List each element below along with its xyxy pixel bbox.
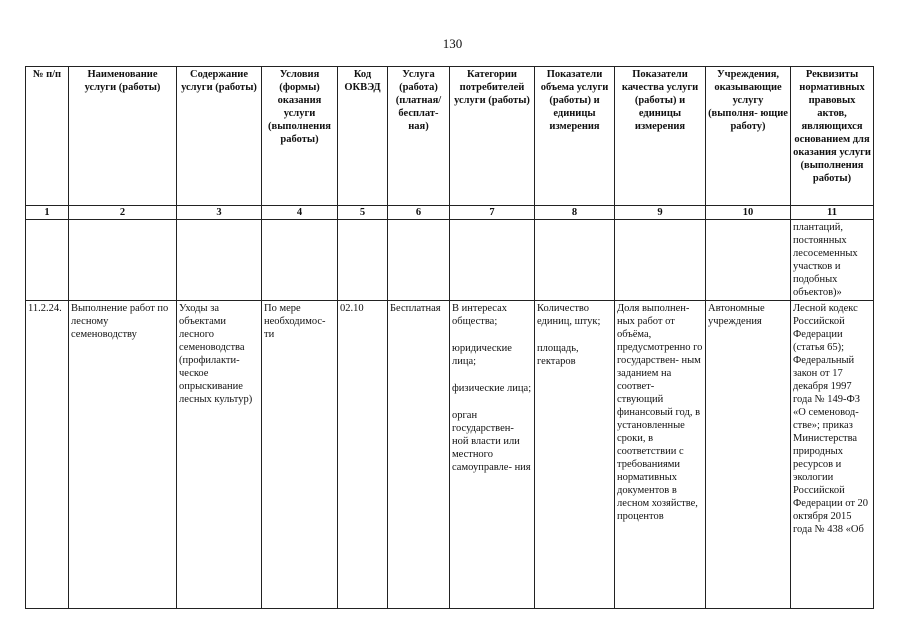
col-number: 8 (535, 206, 615, 220)
volume-item: Количество единиц, штук; (537, 303, 601, 327)
legal-requisites: Лесной кодекс Российской Федерации (статья 65); Федеральный закон от 17 декабря 1997 года № 149-ФЗ «О семеновод- стве»; приказ Министерства природных ресурсов и экологии Российской Федерации от 20 октября 2015 года № 438 «Об (791, 301, 874, 609)
service-name: Выполнение работ по лесному семеноводству (69, 301, 177, 609)
quality-indicators: Доля выполнен- ных работ от объёма, предусмотренно го государствен- ным заданием на соответ- ствующий финансовый год, в установленные сроки, в соответствии с требованиями нормативных документов в лесном хозяйстве, процентов (615, 301, 706, 609)
col-number: 6 (388, 206, 450, 220)
service-content: Уходы за объектами лесного семеноводства (профилакти- ческое опрыскивание лесных культур) (177, 301, 262, 609)
col-header-consumers: Категории потребителей услуги (работы) (450, 67, 535, 206)
header-row (26, 67, 874, 206)
col-header-okved: Код ОКВЭД (338, 67, 388, 206)
col-number: 4 (262, 206, 338, 220)
col-header-quality: Показатели качества услуги (работы) и единицы измерения (615, 67, 706, 206)
col-number: 7 (450, 206, 535, 220)
col-header-name: Наименование услуги (работы) (69, 67, 177, 206)
col-number: 2 (69, 206, 177, 220)
page-number: 130 (442, 36, 463, 51)
consumer-item: физические лица; (452, 383, 532, 394)
consumer-item: В интересах общества; (452, 303, 507, 327)
consumer-item: орган государствен- ной власти или местного самоуправле- ния (452, 410, 531, 473)
table-row (26, 301, 874, 609)
row-number: 11.2.24. (26, 301, 69, 609)
col-header-institutions: Учреждения, оказывающие услугу (выполня- ющие работу) (706, 67, 791, 206)
continuation-row (26, 220, 874, 301)
column-number-row (26, 206, 874, 220)
col-number: 5 (338, 206, 388, 220)
col-number: 1 (26, 206, 69, 220)
col-number: 9 (615, 206, 706, 220)
consumer-categories (450, 301, 535, 609)
col-number: 3 (177, 206, 262, 220)
consumer-item: юридические лица; (452, 343, 512, 367)
volume-indicators (535, 301, 615, 609)
col-number: 11 (791, 206, 874, 220)
col-header-num: № п/п (26, 67, 69, 206)
volume-item: площадь, гектаров (537, 343, 579, 367)
okved-code: 02.10 (338, 301, 388, 609)
col-number: 10 (706, 206, 791, 220)
continuation-requisites: плантаций, постоянных лесосеменных участков и подобных объектов)» (791, 220, 874, 301)
institutions: Автономные учреждения (706, 301, 791, 609)
services-table (25, 66, 874, 609)
col-header-requisites: Реквизиты нормативных правовых актов, являющихся основанием для оказания услуги (выполнения работы) (791, 67, 874, 206)
service-conditions: По мере необходимос- ти (262, 301, 338, 609)
col-header-volume: Показатели объема услуги (работы) и единицы измерения (535, 67, 615, 206)
col-header-content: Содержание услуги (работы) (177, 67, 262, 206)
col-header-paid: Услуга (работа) (платная/ бесплат- ная) (388, 67, 450, 206)
col-header-conditions: Условия (формы) оказания услуги (выполнения работы) (262, 67, 338, 206)
paid-status: Бесплатная (388, 301, 450, 609)
